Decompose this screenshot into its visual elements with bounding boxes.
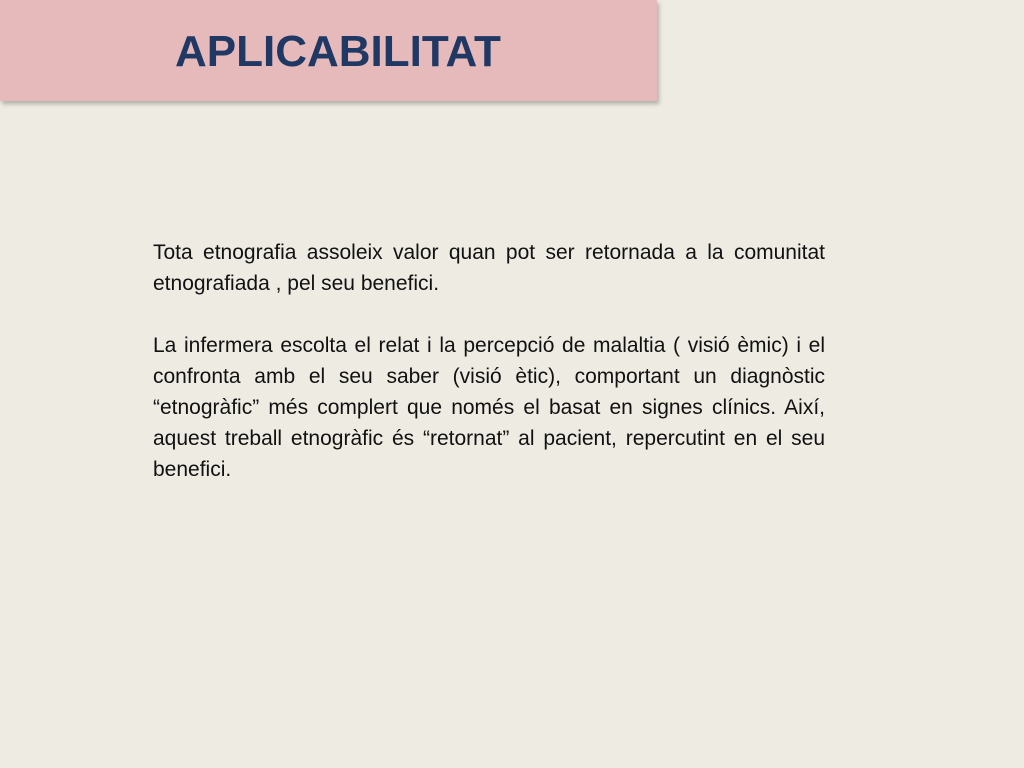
paragraph-1: Tota etnografia assoleix valor quan pot ser retornada a la comunitat etnografiada , pel seu benefici.: [153, 241, 825, 295]
slide-title: APLICABILITAT: [175, 27, 501, 76]
paragraph-2: La infermera escolta el relat i la percepció de malaltia ( visió èmic) i el confronta amb el seu saber (visió ètic), comportant un diagnòstic “etnogràfic” més complert que només el basat en signes clínics. Així, aquest treball etnogràfic és “retornat” al pacient, repercutint en el seu benefici.: [153, 334, 825, 481]
title-banner: [0, 0, 657, 101]
slide-body: [153, 237, 825, 485]
